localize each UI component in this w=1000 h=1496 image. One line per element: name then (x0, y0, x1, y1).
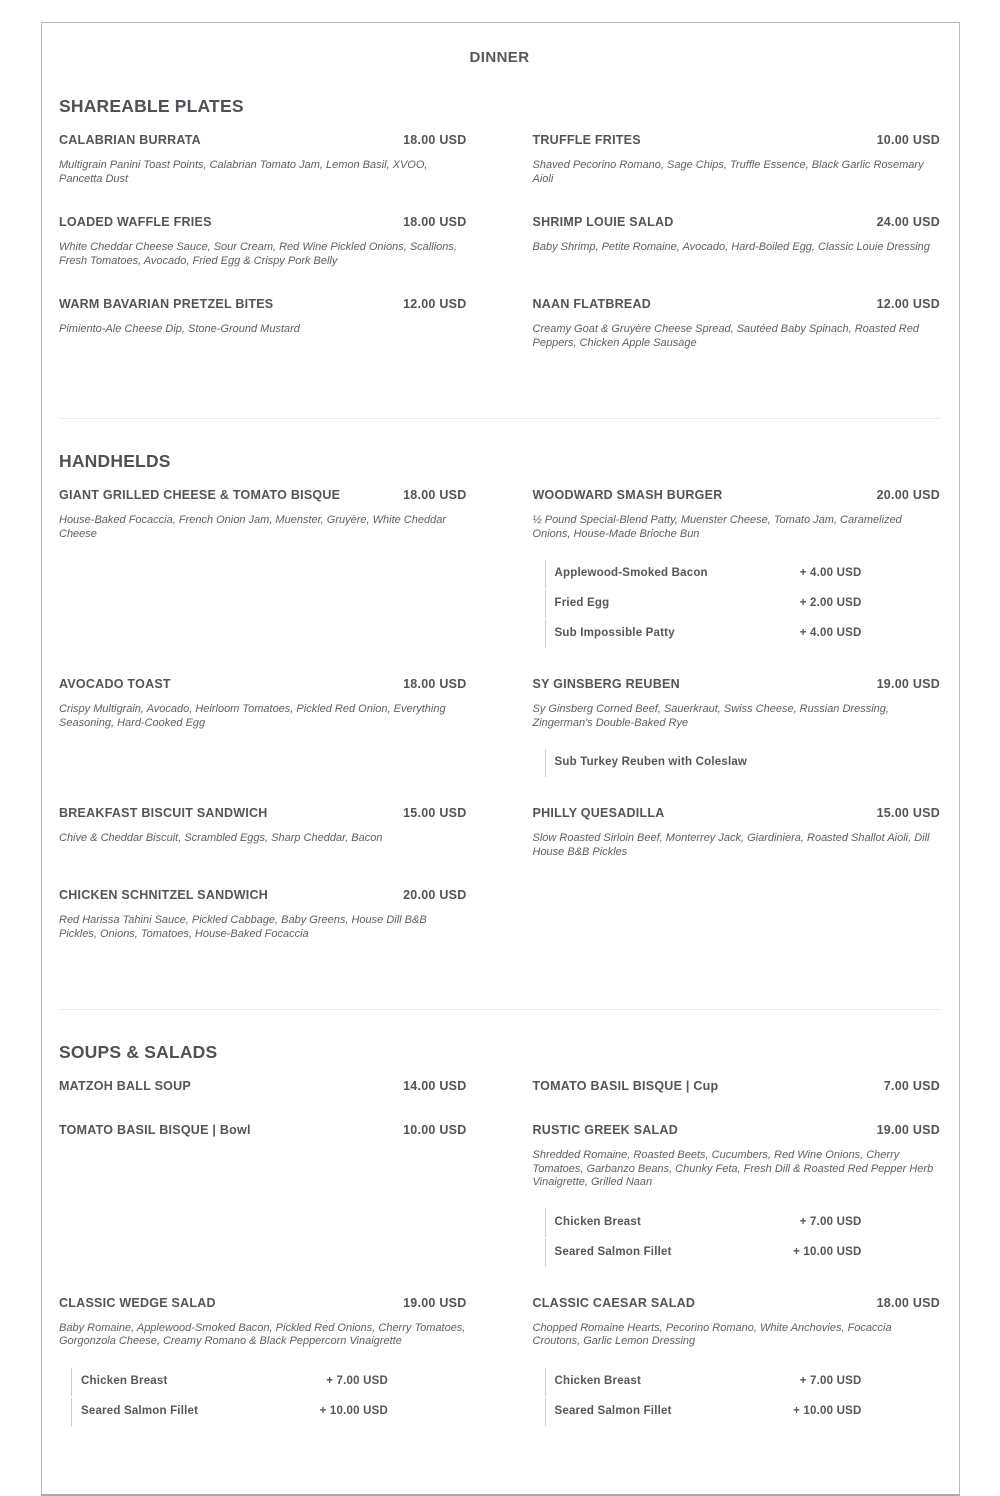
item-name: RUSTIC GREEK SALAD (532, 1123, 678, 1137)
item-description: Creamy Goat & Gruyère Cheese Spread, Sautéed Baby Spinach, Roasted Red Peppers, Chicken Apple Sausage (532, 323, 919, 349)
item-name: SY GINSBERG REUBEN (532, 677, 680, 691)
item-name: CALABRIAN BURRATA (59, 133, 201, 147)
item-description: Sy Ginsberg Corned Beef, Sauerkraut, Swiss Cheese, Russian Dressing, Zingerman's Double-Baked Rye (532, 703, 889, 729)
section-heading: SHAREABLE PLATES (59, 96, 244, 116)
item-name: TOMATO BASIL BISQUE | Bowl (59, 1123, 251, 1137)
item-description: Shredded Romaine, Roasted Beets, Cucumbers, Red Wine Onions, Cherry Tomatoes, Garbanzo Beans, Chunky Feta, Fresh Dill & Roasted Red Pepper Herb Vinaigrette, Grilled Naan (532, 1149, 934, 1188)
item-price: 12.00 USD (876, 297, 940, 311)
item-header (533, 1078, 941, 1094)
addon-row (545, 620, 862, 648)
item-name: BREAKFAST BISCUIT SANDWICH (59, 806, 268, 820)
addon-price: + 10.00 USD (793, 1245, 862, 1258)
item-price: 19.00 USD (403, 1295, 467, 1310)
menu-item (59, 296, 467, 337)
addon-label: Seared Salmon Fillet (554, 1245, 672, 1258)
item-description: Baby Shrimp, Petite Romaine, Avocado, Hard-Boiled Egg, Classic Louie Dressing (532, 241, 930, 253)
item-price: 10.00 USD (403, 1123, 467, 1137)
section-items (59, 1078, 940, 1454)
item-description: White Cheddar Cheese Sauce, Sour Cream, Red Wine Pickled Onions, Scallions, Fresh Tomatoes, Avocado, Fried Egg & Crispy Pork Belly (59, 241, 457, 267)
item-header (59, 676, 467, 692)
addon-label: Sub Impossible Patty (554, 627, 675, 639)
item-price: 20.00 USD (876, 488, 940, 502)
menu-item (533, 1078, 941, 1094)
item-header (533, 805, 941, 821)
menu-item (533, 214, 941, 255)
item-price: 10.00 USD (876, 133, 940, 147)
item-header (59, 214, 467, 230)
item-name: NAAN FLATBREAD (532, 297, 652, 311)
item-name: CHICKEN SCHNITZEL SANDWICH (59, 888, 269, 902)
item-header (59, 1122, 467, 1138)
addon-row (545, 560, 862, 588)
item-name: LOADED WAFFLE FRIES (59, 215, 212, 229)
item-description: Red Harissa Tahini Sauce, Pickled Cabbage, Baby Greens, House Dill B&B Pickles, Onions, Tomatoes, House-Baked Focaccia (59, 914, 427, 940)
item-addons (533, 1209, 941, 1267)
item-addons (59, 1368, 467, 1426)
menu-item (59, 805, 467, 846)
item-description: Chopped Romaine Hearts, Pecorino Romano, White Anchovies, Focaccia Croutons, Garlic Lemon Dressing (532, 1321, 892, 1347)
item-name: PHILLY QUESADILLA (532, 806, 665, 820)
item-price: 18.00 USD (403, 215, 467, 229)
item-description: Baby Romaine, Applewood-Smoked Bacon, Pickled Red Onions, Cherry Tomatoes, Gorgonzola Cheese, Creamy Romano & Black Peppercorn Vinaigrette (59, 1321, 466, 1347)
addon-row (545, 1368, 862, 1396)
addon-row (71, 1368, 388, 1396)
addon-price: + 2.00 USD (799, 597, 862, 609)
addon-label: Sub Turkey Reuben with Coleslaw (554, 756, 748, 768)
menu-section (59, 418, 940, 969)
item-header (533, 296, 941, 312)
addon-label: Chicken Breast (81, 1374, 168, 1387)
addon-label: Applewood-Smoked Bacon (554, 567, 708, 579)
menu-item (59, 1295, 467, 1426)
section-items (59, 132, 940, 378)
section-heading: SOUPS & SALADS (59, 1042, 218, 1062)
item-header (533, 487, 941, 503)
menu-item (59, 676, 467, 730)
addon-price: + 10.00 USD (319, 1404, 388, 1417)
menu-item (59, 887, 467, 941)
item-description: ½ Pound Special-Blend Patty, Muenster Cheese, Tomato Jam, Caramelized Onions, House-Made Brioche Bun (532, 514, 902, 540)
item-description: Pimiento-Ale Cheese Dip, Stone-Ground Mustard (59, 323, 300, 335)
item-description: Multigrain Panini Toast Points, Calabrian Tomato Jam, Lemon Basil, XVOO, Pancetta Dust (59, 159, 428, 185)
menu-item (59, 1078, 467, 1094)
item-price: 24.00 USD (876, 215, 940, 229)
item-name: GIANT GRILLED CHEESE & TOMATO BISQUE (59, 488, 341, 502)
item-header (59, 887, 467, 903)
item-header (59, 805, 467, 821)
addon-price: + 7.00 USD (326, 1374, 388, 1387)
item-header (59, 487, 467, 503)
item-description: Crispy Multigrain, Avocado, Heirloom Tomatoes, Pickled Red Onion, Everything Seasoning, Hard-Cooked Egg (59, 703, 446, 729)
item-addons (533, 749, 941, 777)
addon-label: Seared Salmon Fillet (81, 1404, 199, 1417)
menu-item (59, 487, 467, 541)
item-price: 14.00 USD (403, 1079, 467, 1093)
addon-label: Chicken Breast (554, 1215, 642, 1228)
addon-row (545, 749, 862, 777)
menu-item (59, 132, 467, 186)
addon-row (545, 1398, 862, 1426)
menu-item (59, 214, 467, 268)
addon-row (545, 1209, 862, 1237)
item-header (59, 296, 467, 312)
item-price: 7.00 USD (883, 1079, 940, 1093)
menu-item (59, 1122, 467, 1138)
item-name: CLASSIC WEDGE SALAD (59, 1295, 216, 1310)
item-name: TOMATO BASIL BISQUE | Cup (532, 1079, 719, 1093)
item-price: 18.00 USD (876, 1295, 940, 1310)
item-price: 15.00 USD (876, 806, 940, 820)
menu-item (533, 676, 941, 777)
section-items (59, 487, 940, 969)
section-heading: HANDHELDS (59, 451, 171, 471)
item-price: 19.00 USD (876, 1123, 940, 1137)
item-description: Slow Roasted Sirloin Beef, Monterrey Jack, Giardiniera, Roasted Shallot Aioli, Dill House B&B Pickles (532, 832, 930, 858)
item-description: Chive & Cheddar Biscuit, Scrambled Eggs, Sharp Cheddar, Bacon (59, 832, 383, 844)
item-price: 12.00 USD (403, 297, 467, 311)
item-price: 19.00 USD (876, 677, 940, 691)
menu-item (533, 487, 941, 648)
item-header (533, 1295, 941, 1311)
item-addons (533, 560, 941, 648)
addon-price: + 7.00 USD (799, 1374, 862, 1387)
menu-section (59, 95, 940, 378)
addon-price: + 7.00 USD (799, 1215, 862, 1228)
item-header (533, 1122, 941, 1138)
item-name: SHRIMP LOUIE SALAD (532, 215, 674, 229)
item-name: CLASSIC CAESAR SALAD (532, 1295, 696, 1310)
item-name: WOODWARD SMASH BURGER (532, 488, 723, 502)
item-description: Shaved Pecorino Romano, Sage Chips, Truffle Essence, Black Garlic Rosemary Aioli (532, 159, 924, 185)
addon-row (545, 1239, 862, 1267)
item-name: MATZOH BALL SOUP (59, 1079, 192, 1093)
menu-item (533, 1122, 941, 1267)
item-header (59, 132, 467, 148)
item-description: House-Baked Focaccia, French Onion Jam, Muenster, Gruyère, White Cheddar Cheese (59, 514, 447, 540)
menu-title: DINNER (469, 49, 530, 66)
addon-label: Fried Egg (554, 597, 610, 609)
menu-item (533, 296, 941, 350)
item-price: 18.00 USD (403, 677, 467, 691)
item-price: 18.00 USD (403, 133, 467, 147)
item-header (533, 214, 941, 230)
menu-item (533, 1295, 941, 1426)
addon-price: + 4.00 USD (799, 567, 862, 579)
item-price: 20.00 USD (403, 888, 467, 902)
item-price: 18.00 USD (403, 488, 467, 502)
menu-item (533, 805, 941, 859)
item-header (533, 132, 941, 148)
menu-sections (59, 95, 940, 1454)
item-addons (533, 1368, 941, 1426)
item-name: TRUFFLE FRITES (532, 133, 641, 147)
item-header (59, 1078, 467, 1094)
item-header (59, 1295, 467, 1311)
item-name: AVOCADO TOAST (59, 677, 171, 691)
addon-label: Chicken Breast (554, 1374, 642, 1387)
item-price: 15.00 USD (403, 806, 467, 820)
addon-price: + 4.00 USD (799, 627, 862, 639)
addon-row (71, 1398, 388, 1426)
addon-price: + 10.00 USD (793, 1404, 862, 1417)
addon-row (545, 590, 862, 618)
item-name: WARM BAVARIAN PRETZEL BITES (59, 297, 274, 311)
item-header (533, 676, 941, 692)
addon-label: Seared Salmon Fillet (554, 1404, 672, 1417)
menu-section (59, 1009, 940, 1454)
menu-item (533, 132, 941, 186)
menu-card (41, 22, 960, 1496)
